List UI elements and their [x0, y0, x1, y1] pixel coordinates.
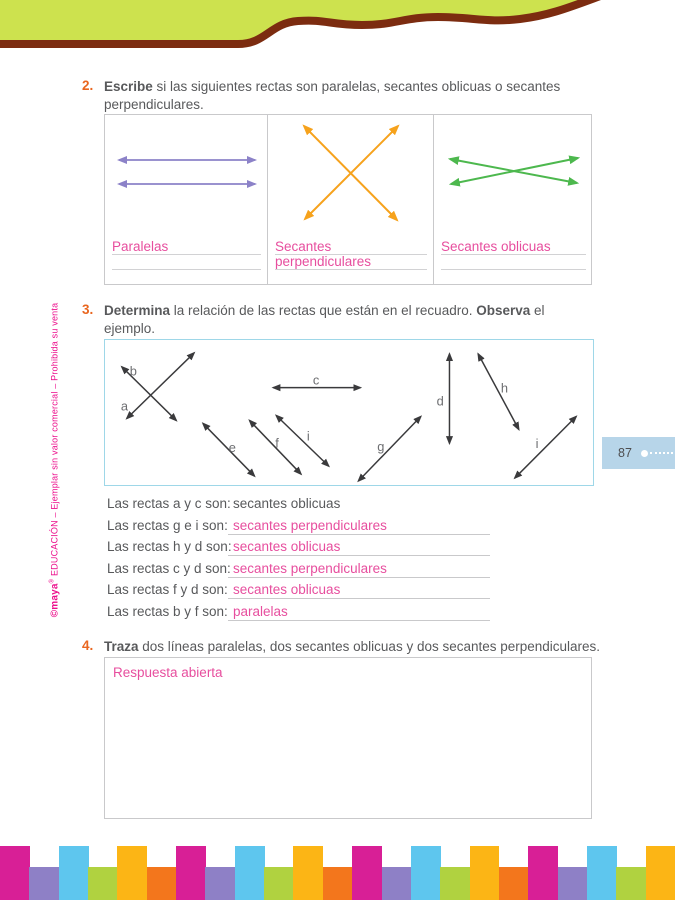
line-label-f: f	[275, 435, 279, 451]
footer-bar	[88, 867, 118, 900]
exercise2-number: 2.	[82, 78, 94, 93]
answer-field: paralelas	[228, 604, 490, 621]
publisher-logo: ©maya	[49, 583, 61, 618]
answer-field: secantes perpendiculares	[228, 518, 490, 535]
footer-bar	[382, 867, 412, 900]
footer-bar	[293, 846, 323, 900]
answer-row	[104, 559, 524, 581]
line-label-d: d	[436, 393, 444, 409]
answer-field: secantes oblicuas	[228, 539, 490, 556]
exercise3-instruction	[104, 302, 582, 338]
page-number: 87	[618, 446, 632, 460]
footer-bar	[411, 846, 441, 900]
open-answer-label: Respuesta abierta	[113, 665, 223, 680]
answer-example: secantes oblicuas	[233, 496, 341, 511]
answer-row	[104, 537, 524, 559]
line-label-a: a	[120, 398, 128, 414]
exercise3-verb2: Observa	[476, 303, 531, 318]
exercise2-cell-oblique	[434, 115, 592, 284]
footer-bar	[235, 846, 265, 900]
parallel-lines-figure	[105, 115, 267, 235]
footer-bars	[0, 846, 675, 900]
answer-blank-line	[275, 269, 427, 270]
line-label-i1: i	[306, 428, 310, 444]
footer-bar	[59, 846, 89, 900]
exercise2-cell-parallel	[105, 115, 268, 284]
exercise2-text: si las siguientes rectas son paralelas, secantes oblicuas o secantes perpendiculares.	[104, 79, 561, 112]
labeled-lines-figure	[105, 340, 593, 485]
answer-prompt: Las rectas f y d son:	[107, 582, 228, 597]
line-label-i2: i	[535, 436, 539, 452]
footer-bar	[499, 867, 529, 900]
answer-row	[104, 580, 524, 602]
tab-dot-icon	[641, 450, 648, 457]
exercise3-text1: la relación de las rectas que están en el recuadro.	[170, 303, 477, 318]
footer-bar	[528, 846, 558, 900]
answer-row	[104, 494, 524, 516]
footer-bar	[646, 846, 675, 900]
footer-bar	[147, 867, 177, 900]
header-wave-graphic	[0, 0, 675, 56]
footer-bar	[440, 867, 470, 900]
footer-bar	[29, 867, 59, 900]
line-label-c: c	[312, 372, 320, 388]
line-label-h: h	[500, 380, 509, 396]
page-number-tab	[602, 437, 675, 469]
perpendicular-cross-figure	[268, 115, 433, 235]
answer-row	[104, 602, 524, 624]
footer-bar	[558, 867, 588, 900]
line-label-g: g	[377, 439, 385, 455]
exercise4-drawing-box	[104, 657, 592, 819]
answer-prompt: Las rectas h y d son:	[107, 539, 232, 554]
answer-blank-line	[112, 269, 261, 270]
answer-field: secantes perpendiculares	[228, 561, 490, 578]
answer-prompt: Las rectas a y c son:	[107, 496, 231, 511]
footer-bar	[176, 846, 206, 900]
exercise2-cell-perpendicular	[268, 115, 434, 284]
exercise2-table	[104, 114, 592, 285]
answer-blank-line	[441, 269, 586, 270]
footer-bar	[264, 867, 294, 900]
exercise2-verb: Escribe	[104, 79, 153, 94]
exercise4-instruction	[104, 638, 604, 656]
answer-field: secantes oblicuas	[228, 582, 490, 599]
exercise2-answer-field: Paralelas	[112, 239, 261, 255]
exercise3-lines-box	[104, 339, 594, 486]
footer-bar	[352, 846, 382, 900]
exercise4-verb: Traza	[104, 639, 139, 654]
footer-bar	[587, 846, 617, 900]
footer-bar	[205, 867, 235, 900]
imprint-text: EDUCACIÓN – Ejemplar sin valor comercial – Prohibida su venta	[49, 302, 60, 579]
exercise2-instruction	[104, 78, 582, 114]
exercise4-text: dos líneas paralelas, dos secantes oblicuas y dos secantes perpendiculares.	[138, 639, 601, 654]
exercise3-answer-list	[104, 494, 524, 623]
exercise2-answer-field: Secantes perpendiculares	[275, 239, 427, 255]
oblique-cross-figure	[434, 115, 592, 235]
answer-prompt: Las rectas b y f son:	[107, 603, 228, 619]
footer-bar	[117, 846, 147, 900]
answer-prompt: Las rectas c y d son:	[107, 560, 231, 576]
answer-row	[104, 516, 524, 538]
exercise3-text2: el ejemplo.	[104, 303, 545, 336]
footer-bar	[470, 846, 500, 900]
answer-prompt: Las rectas g e i son:	[107, 517, 228, 533]
line-label-b: b	[129, 363, 137, 379]
footer-bar	[616, 867, 646, 900]
footer-bar	[0, 846, 30, 900]
exercise4-number: 4.	[82, 638, 94, 653]
tab-dotted-line	[650, 452, 673, 454]
footer-bar	[323, 867, 353, 900]
exercise3-number: 3.	[82, 302, 94, 317]
exercise3-verb: Determina	[104, 303, 171, 318]
copyright-imprint	[50, 303, 61, 618]
exercise2-answer-field: Secantes oblicuas	[441, 239, 586, 255]
registered-mark: ®	[49, 578, 56, 584]
line-label-e: e	[228, 440, 236, 456]
